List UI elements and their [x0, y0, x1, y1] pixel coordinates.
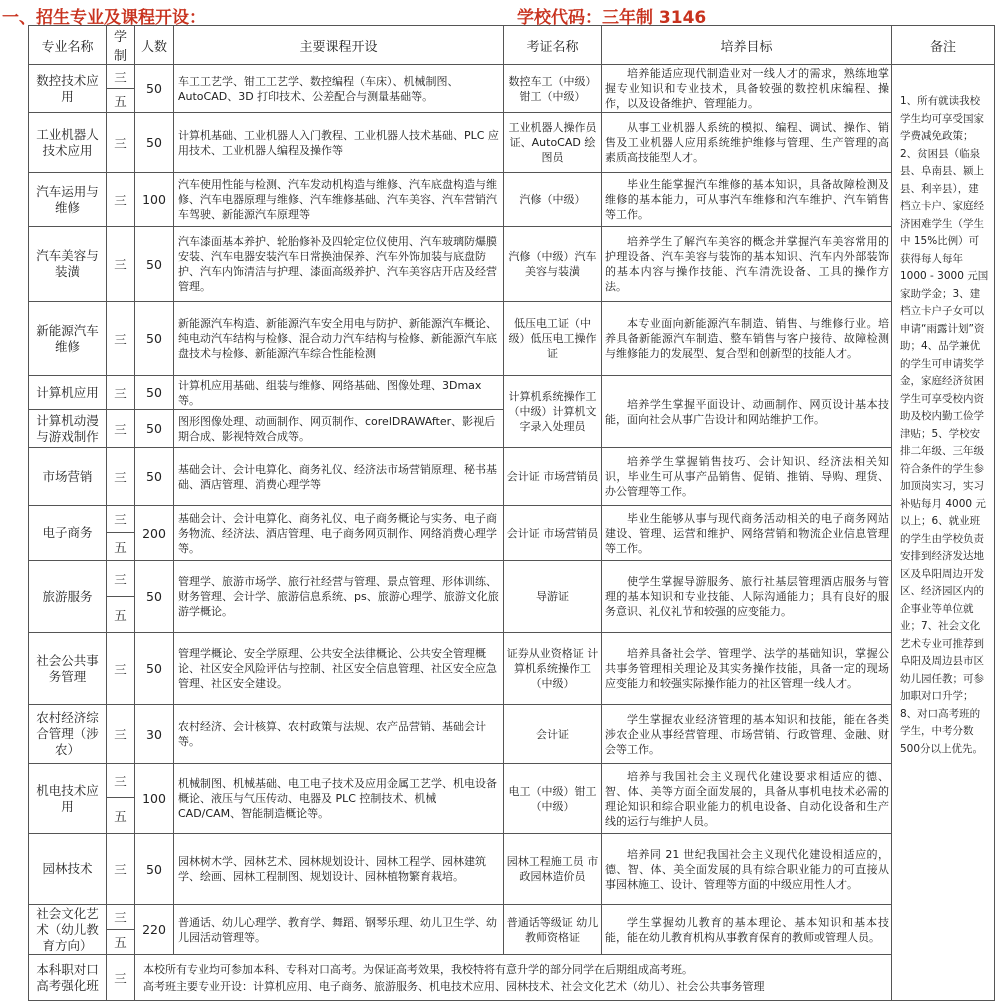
school-code: 学校代码：三年制 3146	[517, 8, 707, 28]
major-name: 旅游服务	[29, 561, 107, 633]
certificate: 电工（中级）钳工（中级）	[504, 764, 602, 834]
courses: 汽车使用性能与检测、汽车发动机构造与维修、汽车底盘构造与维修、汽车电器原理与维修、汽车维修基础、汽车美容、汽车营销汽车驾驶、新能源汽车原理等	[174, 173, 504, 227]
table-row	[29, 705, 995, 764]
table-row	[29, 834, 995, 905]
major-name: 社会文化艺术（幼儿教育方向）	[29, 905, 107, 955]
duration: 三	[107, 227, 135, 302]
courses: 普通话、幼儿心理学、教育学、舞蹈、钢琴乐理、幼儿卫生学、幼儿园活动管理等。	[174, 905, 504, 955]
table-row	[29, 561, 995, 597]
major-name: 工业机器人技术应用	[29, 113, 107, 173]
duration: 三	[107, 705, 135, 764]
courses: 基础会计、会计电算化、商务礼仪、经济法市场营销原理、秘书基础、酒店管理、消费心理学等	[174, 448, 504, 506]
duration: 三	[107, 955, 135, 1001]
duration: 五	[107, 89, 135, 113]
courses: 车工工艺学、钳工工艺学、数控编程（车床）、机械制图、AutoCAD、3D 打印技术、公差配合与测量基础等。	[174, 65, 504, 113]
remarks: 1、所有就读我校学生均可享受国家学费减免政策；2、贫困县（临泉县、阜南县、颍上县、利辛县），建档立卡户、家庭经济困难学生（学生中 15%比例）可获得每人每年 1000 - 3000 元国家助学金；3、建档立卡户子女可以申请“雨露计划”资助；4、品学兼优的学生可申请奖学金，家庭经济贫困学生可享受校内资助及校内勤工俭学津贴；5、学校安排二年级、三年级符合条件的学生参加顶岗实习，实习补贴每月 4000 元以上；6、就业班的学生由学校负责安排到经济发达地区及阜阳周边开发区、经济园区内的企事业等单位就业；7、社会文化艺术专业可推荐到阜阳及周边县市区幼儿园任教；可参加职对口升学；8、对口高考班的学生，中考分数500分以上优先。	[892, 65, 995, 1001]
training-goal: 培养学生掌握平面设计、动画制作、网页设计基本技能，面向社会从事广告设计和网站维护工作。	[602, 376, 892, 448]
training-goal: 使学生掌握导游服务、旅行社基层管理酒店服务与管理的基本知识和专业技能、人际沟通能力；具有良好的服务意识、礼仪礼节和较强的应变能力。	[602, 561, 892, 633]
courses: 管理学概论、安全学原理、公共安全法律概论、公共安全管理概论、社区安全风险评估与控制、社区安全信息管理、社区安全应急管理、社区安全建设。	[174, 633, 504, 705]
duration: 三	[107, 173, 135, 227]
table-row	[29, 448, 995, 506]
training-goal: 毕业生能掌握汽车维修的基本知识，具备故障检测及维修的基本能力，可从事汽车维修和汽车维护、汽车销售等工作。	[602, 173, 892, 227]
major-name: 市场营销	[29, 448, 107, 506]
duration: 三	[107, 376, 135, 410]
enroll-count: 50	[135, 376, 174, 410]
table-row	[29, 506, 995, 533]
major-name: 计算机动漫与游戏制作	[29, 410, 107, 448]
enroll-count: 30	[135, 705, 174, 764]
duration: 三	[107, 448, 135, 506]
major-name: 电子商务	[29, 506, 107, 561]
courses: 计算机基础、工业机器人入门教程、工业机器人技术基础、PLC 应用技术、工业机器人编程及操作等	[174, 113, 504, 173]
training-goal: 培养同 21 世纪我国社会主义现代化建设相适应的，德、智、体、美全面发展的具有综合职业能力的可直接从事园林施工、设计、管理等方面的中级应用性人才。	[602, 834, 892, 905]
major-name: 机电技术应用	[29, 764, 107, 834]
table-header-row	[29, 26, 995, 65]
certificate: 汽修（中级）汽车美容与装潢	[504, 227, 602, 302]
duration: 五	[107, 597, 135, 633]
table-row	[29, 227, 995, 302]
courses: 机械制图、机械基础、电工电子技术及应用金属工艺学、机电设备概论、液压与气压传动、电器及 PLC 控制技术、机械 CAD/CAM、智能制造概论等。	[174, 764, 504, 834]
certificate: 汽修（中级）	[504, 173, 602, 227]
duration: 三	[107, 561, 135, 597]
enroll-count: 50	[135, 227, 174, 302]
enroll-count: 50	[135, 633, 174, 705]
major-name: 新能源汽车维修	[29, 302, 107, 376]
courses: 新能源汽车构造、新能源汽车安全用电与防护、新能源汽车概论、纯电动汽车结构与检修、混合动力汽车结构与检修、新能源汽车底盘技术与检修、新能源汽车综合性能检测	[174, 302, 504, 376]
table-row	[29, 764, 995, 798]
header-remarks: 备注	[892, 26, 995, 65]
courses: 管理学、旅游市场学、旅行社经营与管理、景点管理、形体训练、财务管理、会计学、旅游信息系统、ps、旅游心理学、旅游文化旅游学概论。	[174, 561, 504, 633]
training-goal: 学生掌握幼儿教育的基本理论、基本知识和基本技能，能在幼儿教育机构从事教育保育的教师或管理人员。	[602, 905, 892, 955]
enroll-count: 100	[135, 764, 174, 834]
enroll-count: 50	[135, 448, 174, 506]
major-name: 计算机应用	[29, 376, 107, 410]
gaokao-note-line1: 本校所有专业均可参加本科、专科对口高考。为保证高考效果，我校特将有意升学的部分同学在后期组成高考班。	[143, 962, 693, 976]
courses: 基础会计、会计电算化、商务礼仪、电子商务概论与实务、电子商务物流、经济法、酒店管理、电子商务网页制作、网络消费心理学等。	[174, 506, 504, 561]
training-goal: 培养与我国社会主义现代化建设要求相适应的德、智、体、美等方面全面发展的，具备从事机电技术必需的理论知识和综合职业能力的机电设备、自动化设备和生产线的运行与维护人员。	[602, 764, 892, 834]
duration: 五	[107, 533, 135, 561]
table-row	[29, 302, 995, 376]
duration: 三	[107, 506, 135, 533]
enroll-count: 220	[135, 905, 174, 955]
training-goal: 培养学生了解汽车美容的概念并掌握汽车美容常用的护理设备、汽车美容与装饰的基本知识、汽车内外部装饰的基本内容与操作技能、汽车清洗设备、工具的操作方法。	[602, 227, 892, 302]
table-row	[29, 113, 995, 173]
training-goal: 培养能适应现代制造业对一线人才的需求，熟练地掌握专业知识和专业技术，具备较强的数控机床编程、操作，以及设备维护、管理能力。	[602, 65, 892, 113]
duration: 三	[107, 410, 135, 448]
duration: 三	[107, 302, 135, 376]
major-name: 社会公共事务管理	[29, 633, 107, 705]
duration: 三	[107, 65, 135, 89]
training-goal: 培养学生掌握销售技巧、会计知识、经济法相关知识，毕业生可从事产品销售、促销、推销、导购、理货、办公管理等工作。	[602, 448, 892, 506]
table-row	[29, 905, 995, 930]
courses: 农村经济、会计核算、农村政策与法规、农产品营销、基础会计等。	[174, 705, 504, 764]
enroll-count: 200	[135, 506, 174, 561]
header-goal: 培养目标	[602, 26, 892, 65]
courses: 图形图像处理、动画制作、网页制作、corelDRAWAfter、影视后期合成、影视特效合成等。	[174, 410, 504, 448]
major-name: 本科职对口高考强化班	[29, 955, 107, 1001]
training-goal: 从事工业机器人系统的模拟、编程、调试、操作、销售及工业机器人应用系统维护维修与管理、生产管理的高素质高技能型人才。	[602, 113, 892, 173]
certificate: 园林工程施工员 市政园林造价员	[504, 834, 602, 905]
courses: 计算机应用基础、组装与维修、网络基础、图像处理、3Dmax 等。	[174, 376, 504, 410]
certificate: 工业机器人操作员证、AutoCAD 绘图员	[504, 113, 602, 173]
certificate: 会计证 市场营销员	[504, 506, 602, 561]
certificate: 普通话等级证 幼儿教师资格证	[504, 905, 602, 955]
courses: 园林树木学、园林艺术、园林规划设计、园林工程学、园林建筑学、绘画、园林工程制图、规划设计、园林植物繁育栽培。	[174, 834, 504, 905]
certificate: 计算机系统操作工（中级）计算机文字录入处理员	[504, 376, 602, 448]
enrollment-table	[28, 25, 995, 1001]
table-row	[29, 633, 995, 705]
table-row	[29, 65, 995, 89]
duration: 三	[107, 764, 135, 798]
section-title: 一、招生专业及课程开设：	[2, 8, 206, 28]
training-goal: 培养具备社会学、管理学、法学的基础知识，掌握公共事务管理相关理论及其实务操作技能，具备一定的现场应变能力和较强实际操作能力的社区管理一线人才。	[602, 633, 892, 705]
certificate: 低压电工证（中级）低压电工操作证	[504, 302, 602, 376]
enroll-count: 50	[135, 113, 174, 173]
page-header	[0, 0, 1000, 28]
enroll-count: 50	[135, 65, 174, 113]
training-goal: 学生掌握农业经济管理的基本知识和技能，能在各类涉农企业从事经营管理、市场营销、行政管理、金融、财会等工作。	[602, 705, 892, 764]
certificate: 导游证	[504, 561, 602, 633]
duration: 五	[107, 798, 135, 834]
major-name: 园林技术	[29, 834, 107, 905]
header-cert: 考证名称	[504, 26, 602, 65]
training-goal: 本专业面向新能源汽车制造、销售、与维修行业。培养具备新能源汽车制造、整车销售与客户接待、故障检测与维修能力的发展型、复合型和创新型的技能人才。	[602, 302, 892, 376]
table-row	[29, 955, 995, 1001]
gaokao-note-line2: 高考班主要专业开设：计算机应用、电子商务、旅游服务、机电技术应用、园林技术、社会文化艺术（幼儿）、社会公共事务管理	[143, 979, 765, 993]
header-duration: 学制	[107, 26, 135, 65]
table-row	[29, 376, 995, 410]
certificate: 数控车工（中级）钳工（中级）	[504, 65, 602, 113]
duration: 三	[107, 113, 135, 173]
major-name: 数控技术应用	[29, 65, 107, 113]
enroll-count: 100	[135, 173, 174, 227]
certificate: 证券从业资格证 计算机系统操作工（中级）	[504, 633, 602, 705]
duration: 三	[107, 905, 135, 930]
major-name: 农村经济综合管理（涉农）	[29, 705, 107, 764]
training-goal: 毕业生能够从事与现代商务活动相关的电子商务网站建设、管理、运营和维护、网络营销和物流企业信息管理等工作。	[602, 506, 892, 561]
certificate: 会计证 市场营销员	[504, 448, 602, 506]
enroll-count: 50	[135, 561, 174, 633]
enroll-count: 50	[135, 834, 174, 905]
duration: 五	[107, 930, 135, 955]
certificate: 会计证	[504, 705, 602, 764]
enroll-count: 50	[135, 410, 174, 448]
header-count: 人数	[135, 26, 174, 65]
table-row	[29, 173, 995, 227]
gaokao-note	[135, 955, 892, 1001]
header-courses: 主要课程开设	[174, 26, 504, 65]
major-name: 汽车运用与维修	[29, 173, 107, 227]
enroll-count: 50	[135, 302, 174, 376]
courses: 汽车漆面基本养护、轮胎修补及四轮定位仪使用、汽车玻璃防爆膜安装、汽车电器安装汽车日常换油保养、汽车外饰加装与底盘防护、汽车内饰清洁与护理、漆面高级养护、汽车美容店开店及经营管理。	[174, 227, 504, 302]
duration: 三	[107, 633, 135, 705]
major-name: 汽车美容与装潢	[29, 227, 107, 302]
header-name: 专业名称	[29, 26, 107, 65]
duration: 三	[107, 834, 135, 905]
